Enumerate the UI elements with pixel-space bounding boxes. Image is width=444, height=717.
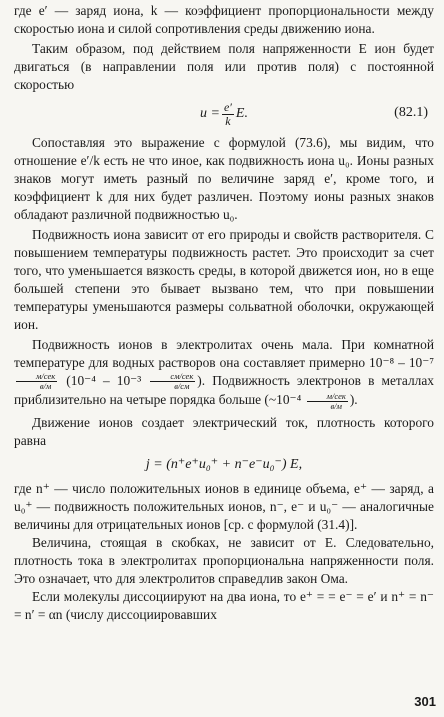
paragraph-5 bbox=[14, 336, 434, 411]
unit1-denominator: в/м bbox=[39, 381, 52, 392]
unit-fraction-1 bbox=[16, 372, 57, 391]
p5-text-c: ). bbox=[197, 373, 206, 388]
p5-text-a: Подвижность ионов в электролитах очень мала. При комнатной температуре для водных растворов она составляет примерно 10⁻⁸ – 10⁻⁷ bbox=[14, 337, 434, 370]
p5-text-b: (10⁻⁴ – 10⁻³ bbox=[66, 373, 142, 388]
p5-text-d: Подвижность электронов в металлах приблизительно на четыре порядка больше (~10⁻⁴ bbox=[14, 373, 434, 408]
unit2-denominator: в/см bbox=[174, 381, 190, 392]
paragraph-8: Величина, стоящая в скобках, не зависит от E. Следовательно, плотность тока в электролитах пропорциональна напряженности поля. Это означает, что для электролитов справедлив закон Ома. bbox=[14, 534, 434, 586]
eq1-fraction bbox=[222, 101, 234, 128]
page-number: 301 bbox=[414, 694, 436, 709]
paragraph-6: Движение ионов создает электрический ток, плотность которого равна bbox=[14, 414, 434, 448]
unit3-numerator: м/сек bbox=[307, 392, 348, 402]
paragraph-1: где e′ — заряд иона, k — коэффициент пропорциональности между скоростью иона и силой сопротивления среды движению иона. bbox=[14, 3, 434, 36]
eq1-lhs: u = bbox=[200, 106, 220, 121]
paragraph-7: где n⁺ — число положительных ионов в единице объема, e⁺ — заряд, а u₀⁺ — подвижность положительных ионов, n⁻, e⁻ и u₀⁻ — аналогичные величины для отрицательных ионов [ср. с формулой (31.4)]. bbox=[14, 480, 434, 532]
equation-number: (82.1) bbox=[394, 105, 428, 120]
unit-fraction-2 bbox=[150, 372, 195, 391]
eq1-denominator: k bbox=[225, 113, 231, 128]
unit2-numerator: см/сек bbox=[150, 372, 195, 382]
equation-82-1 bbox=[14, 94, 434, 134]
unit3-denominator: в/м bbox=[330, 400, 342, 411]
unit-fraction-3 bbox=[307, 392, 348, 411]
eq1-rhs: E. bbox=[235, 106, 248, 121]
unit1-numerator: м/сек bbox=[16, 372, 57, 382]
paragraph-9: Если молекулы диссоциируют на два иона, то e⁺ = = e⁻ = e′ и n⁺ = n⁻ = n′ = αn (числу диссоциировавших bbox=[14, 588, 434, 622]
eq1-numerator: e′ bbox=[223, 99, 232, 114]
paragraph-4: Подвижность иона зависит от его природы и свойств растворителя. С повышением температуры подвижность растет. Это происходит за счет того, что уменьшается вязкость среды, в которой движется ион, но в еще большей степени это бывает вызвано тем, что при повышении температуры уменьшаются размеры сольватной оболочки, окружающей ион. bbox=[14, 227, 434, 332]
paragraph-3: Сопоставляя это выражение с формулой (73.6), мы видим, что отношение e′/k есть не что иное, как подвижность иона u₀. Ионы разных знаков могут иметь разный по величине заряд e′, кроме того, и коэффициент k для них будет различен. Поэтому ионы разных знаков обладают различной подвижностью u₀. bbox=[14, 135, 434, 222]
p5-text-e: ). bbox=[349, 392, 358, 408]
paragraph-2: Таким образом, под действием поля напряженности E ион будет двигаться (в направлении поля или против поля) с постоянной скоростью bbox=[14, 41, 434, 92]
equation-current-density: j = (n⁺e⁺u₀⁺ + n⁻e⁻u₀⁻) E, bbox=[145, 457, 303, 473]
